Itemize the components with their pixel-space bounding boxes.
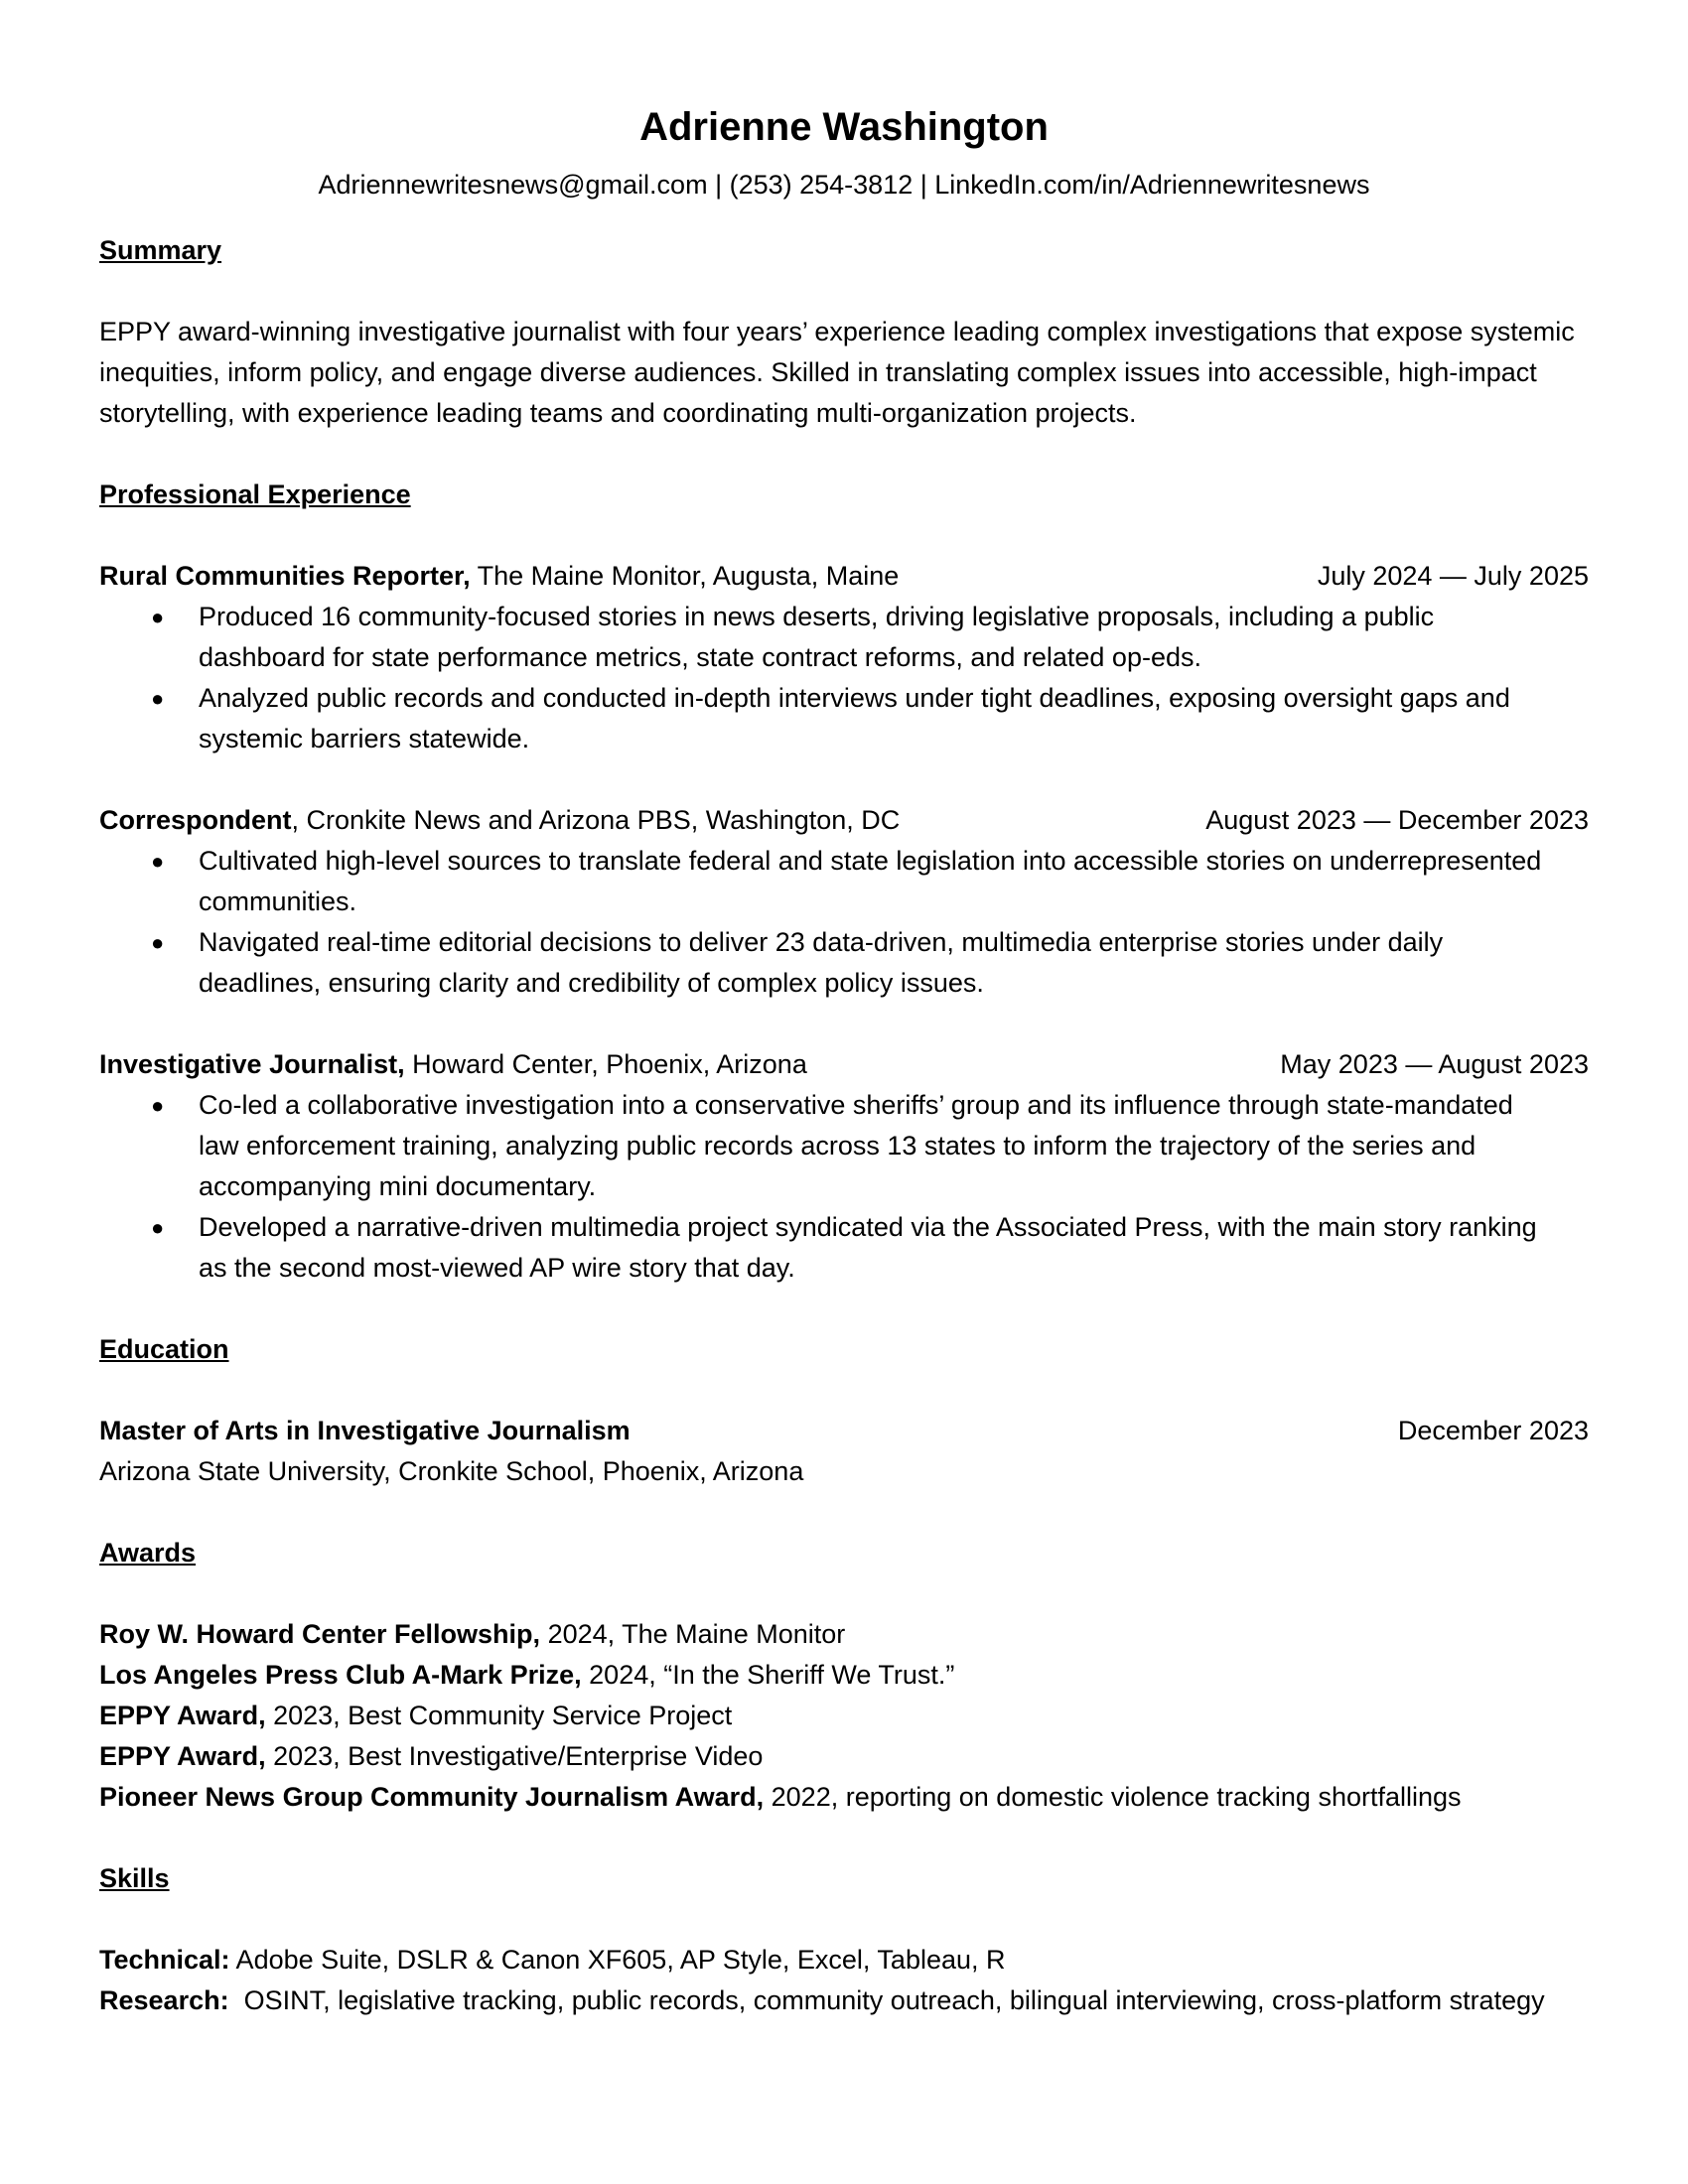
summary-heading: Summary bbox=[99, 235, 222, 265]
job-org: The Maine Monitor, Augusta, Maine bbox=[470, 561, 900, 591]
job-role: Rural Communities Reporter, bbox=[99, 561, 471, 591]
skills-heading: Skills bbox=[99, 1863, 170, 1893]
job-bullet: ● Co-led a collaborative investigation into a conservative sheriffs’ group and its influence through state-mandated law enforcement training, analyzing public records across 13 states to inform the trajectory of the series and accompanying mini documentary. bbox=[99, 1085, 1589, 1207]
job-bullet: ● Navigated real-time editorial decisions to deliver 23 data-driven, multimedia enterprise stories under daily deadlines, ensuring clarity and credibility of complex policy issues. bbox=[99, 922, 1589, 1004]
bullet-icon: ● bbox=[151, 605, 165, 629]
job-org: , Cronkite News and Arizona PBS, Washington, DC bbox=[291, 805, 901, 835]
job-bullet: ● Analyzed public records and conducted in-depth interviews under tight deadlines, exposing oversight gaps and systemic barriers statewide. bbox=[99, 678, 1589, 759]
bullet-icon: ● bbox=[151, 849, 165, 874]
job-bullet: ● Produced 16 community-focused stories in news deserts, driving legislative proposals, including a public dashboard for state performance metrics, state contract reforms, and related op-eds. bbox=[99, 597, 1589, 678]
awards-heading: Awards bbox=[99, 1538, 197, 1568]
bullet-icon: ● bbox=[151, 686, 165, 711]
candidate-name: Adrienne Washington bbox=[639, 105, 1049, 149]
skill-item: Technical: Adobe Suite, DSLR & Canon XF605, AP Style, Excel, Tableau, R bbox=[99, 1945, 1006, 1975]
award-item: EPPY Award, 2023, Best Community Service Project bbox=[99, 1701, 733, 1730]
experience-heading: Professional Experience bbox=[99, 479, 411, 509]
bullet-icon: ● bbox=[151, 930, 165, 955]
job-entry bbox=[99, 1044, 1589, 1289]
summary-text: EPPY award-winning investigative journalist with four years’ experience leading complex investigations that expose systemic inequities, inform policy, and engage diverse audiences. Skilled in translating complex issues into accessible, high-impact storytelling, with experience leading teams and coordinating multi-organization projects. bbox=[99, 317, 1575, 428]
job-bullet: ● Cultivated high-level sources to translate federal and state legislation into accessible stories on underrepresented communities. bbox=[99, 841, 1589, 922]
degree-title: Master of Arts in Investigative Journalism bbox=[99, 1416, 631, 1445]
award-item: Pioneer News Group Community Journalism Award, 2022, reporting on domestic violence tracking shortfallings bbox=[99, 1782, 1462, 1812]
job-dates: August 2023 — December 2023 bbox=[1205, 805, 1589, 835]
job-role: Correspondent bbox=[99, 805, 292, 835]
degree-date: December 2023 bbox=[1397, 1416, 1589, 1445]
contact-line: Adriennewritesnews@gmail.com | (253) 254-3812 | LinkedIn.com/in/Adriennewritesnews bbox=[318, 170, 1370, 200]
award-item: EPPY Award, 2023, Best Investigative/Enterprise Video bbox=[99, 1741, 764, 1771]
job-entry bbox=[99, 556, 1589, 759]
job-dates: July 2024 — July 2025 bbox=[1317, 561, 1589, 591]
job-role: Investigative Journalist, bbox=[99, 1049, 405, 1079]
skill-item: Research: OSINT, legislative tracking, public records, community outreach, bilingual interviewing, cross-platform strategy bbox=[99, 1985, 1545, 2015]
job-bullet: ● Developed a narrative-driven multimedia project syndicated via the Associated Press, with the main story ranking as the second most-viewed AP wire story that day. bbox=[99, 1207, 1589, 1289]
job-entry bbox=[99, 800, 1589, 1004]
bullet-icon: ● bbox=[151, 1215, 165, 1240]
bullet-icon: ● bbox=[151, 1093, 165, 1118]
resume-page bbox=[99, 99, 1589, 2021]
job-dates: May 2023 — August 2023 bbox=[1280, 1049, 1589, 1079]
job-org: Howard Center, Phoenix, Arizona bbox=[404, 1049, 807, 1079]
award-item: Roy W. Howard Center Fellowship, 2024, The Maine Monitor bbox=[99, 1619, 846, 1649]
education-heading: Education bbox=[99, 1334, 229, 1364]
school-name: Arizona State University, Cronkite School, Phoenix, Arizona bbox=[99, 1456, 804, 1486]
award-item: Los Angeles Press Club A-Mark Prize, 2024, “In the Sheriff We Trust.” bbox=[99, 1660, 955, 1690]
